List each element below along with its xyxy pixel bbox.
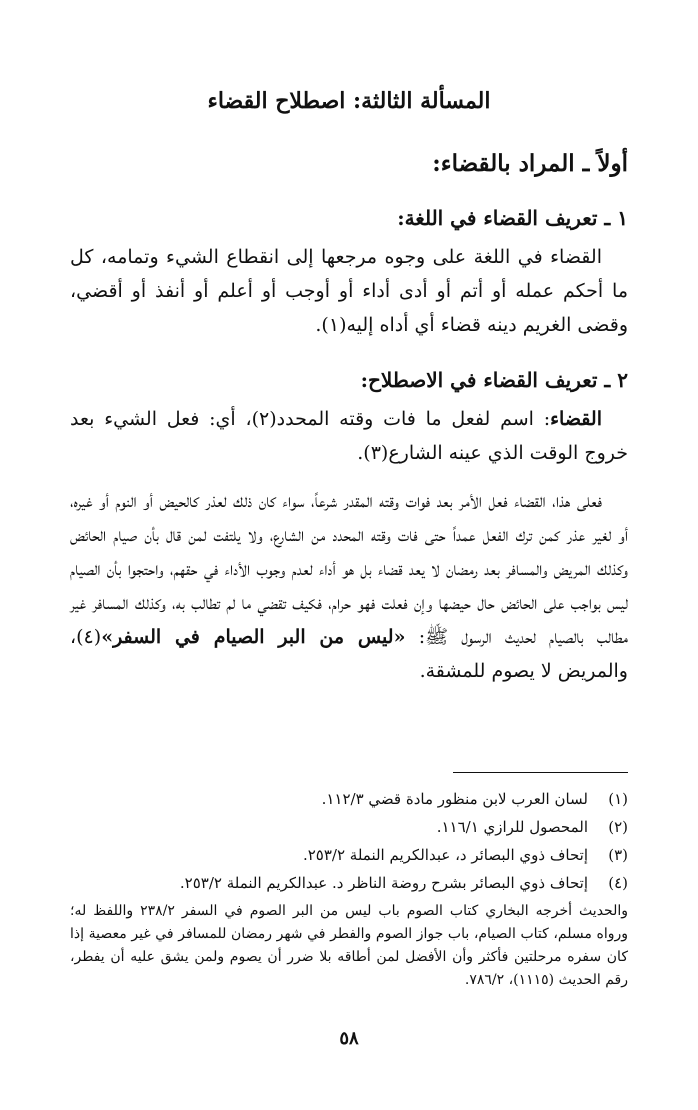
footnote-number: (٤)	[608, 874, 628, 892]
footnote-1	[70, 787, 628, 811]
footnote-4-continuation: والحديث أخرجه البخاري كتاب الصوم باب ليس من البر الصوم في السفر ٢٣٨/٢ واللفظ له؛ ورواه مسلم، كتاب الصيام، باب جواز الصوم والفطر في شهر رمضان للمسافر في غير معصية إذا كان سفره مرحلتين فأكثر وأن الأفضل لمن أطاقه بلا ضرر أن يصوم ولمن يشق عليه أن يفطر، رقم الحديث (١١١٥)، ٧٨٦/٢.	[70, 903, 628, 988]
footnote-text: إتحاف ذوي البصائر د، عبدالكريم النملة ٢٥٣/٢.	[302, 846, 588, 864]
term-qada: القضاء	[550, 408, 602, 430]
sec1-heading: ١ ـ تعريف القضاء في اللغة:	[397, 206, 628, 230]
section-heading-main: أولاً ـ المراد بالقضاء:	[432, 150, 628, 177]
footnote-text: لسان العرب لابن منظور مادة قضي ١١٢/٣.	[321, 790, 588, 808]
footnote-divider	[453, 772, 628, 773]
sec2-body: : اسم لفعل ما فات وقته المحدد(٢)، أي: فعل الشيء بعد خروج الوقت الذي عينه الشارع(٣).	[70, 408, 628, 464]
footnote-text: المحصول للرازي ١١٦/١.	[436, 818, 588, 836]
footnote-text: إتحاف ذوي البصائر بشرح روضة الناظر د. عبدالكريم النملة ٢٥٣/٢.	[179, 874, 588, 892]
page-title: المسألة الثالثة: اصطلاح القضاء	[207, 88, 491, 114]
sec1-body: القضاء في اللغة على وجوه مرجعها إلى انقطاع الشيء وتمامه، كل ما أحكم عمله أو أتم أو أدى أداء أو أوجب أو أعلم أو أنفذ أو أقضي، وقضى الغريم دينه قضاء أي أداه إليه(١).	[70, 246, 628, 336]
footnote-number: (٣)	[608, 846, 628, 864]
sec2-heading: ٢ ـ تعريف القضاء في الاصطلاح:	[360, 368, 628, 392]
hadith-quote: «ليس من البر الصيام في السفر»	[101, 626, 406, 648]
page-number: ٥٨	[339, 1028, 359, 1049]
footnote-2	[70, 815, 628, 839]
paragraph-3	[70, 484, 628, 688]
footnote-number: (٢)	[608, 818, 628, 836]
para3-part1: فعلى هذا، القضاء فعل الأمر بعد فوات وقته المقدر شرعاً، سواء كان ذلك لعذر كالحيض أو النوم أو غيره، أو لغير عذر كمن ترك الفعل عمداً حتى فات وقته المحدد من الشارع، ولا يلتفت لمن قال بأن صيام الحائض وكذلك المريض والمسافر بعد رمضان لا يعد قضاء بل هو أداء لعدم وجوب الأداء في حقهم، واحتجوا بأن الصيام ليس بواجب على الحائض حال حيضها وإن فعلت فهو حرام، فكيف تقضي ما لم تطالب به، وكذلك المسافر غير مطالب بالصيام لحديث الرسول ﷺ:	[70, 490, 629, 648]
footnote-number: (١)	[608, 790, 628, 808]
footnote-4	[70, 871, 628, 895]
para3-part2: (٤)، والمريض لا يصوم للمشقة.	[70, 626, 628, 682]
sec1-paragraph	[70, 240, 628, 342]
sec2-paragraph	[70, 402, 628, 470]
footnote-3	[70, 843, 628, 867]
